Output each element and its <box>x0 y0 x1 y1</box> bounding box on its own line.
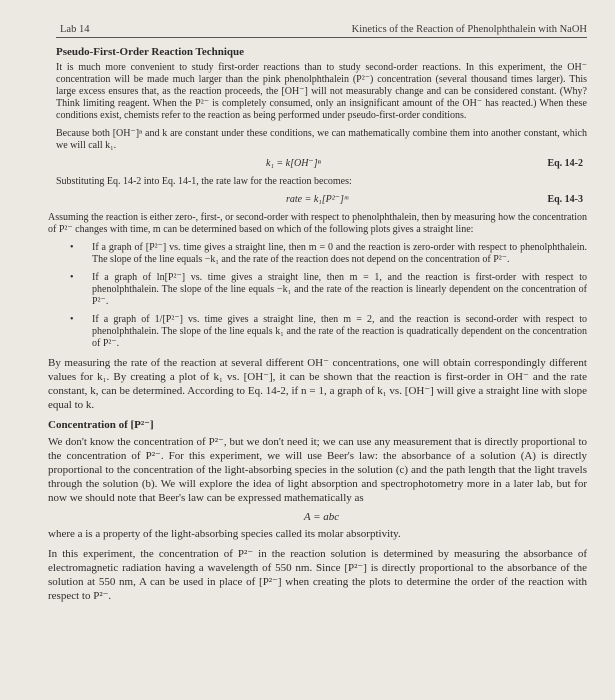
list-item-text: If a graph of ln[P²⁻] vs. time gives a straight line, then m = 1, and the reaction is first-order with respect to phenolphthalein. The slope of the line equals −k₁ and the rate of the reaction is linearly dependent on the concentration of P²⁻. <box>92 272 587 307</box>
paragraph: In this experiment, the concentration of P²⁻ in the reaction solution is determined by measuring the absorbance of electromagnetic radiation having a wavelength of 550 nm. Since [P²⁻] is directly proportional to the absorbance of the solution at 550 nm, A can be used in place of [P²⁻] when creating the plots to determine the order of the reaction with respect to P²⁻. <box>48 548 587 602</box>
equation-formula: rate = k₁[P²⁻]ᵐ <box>286 194 349 205</box>
bullet-icon: • <box>70 242 74 253</box>
equation-formula: k₁ = k[OH⁻]ⁿ <box>266 158 321 169</box>
equation-14-2 <box>56 158 587 172</box>
plot-criteria-list <box>56 242 587 350</box>
list-item-text: If a graph of [P²⁻] vs. time gives a straight line, then m = 0 and the reaction is zero-order with respect to phenolphthalein. The slope of the line equals −k₁ and the rate of the reaction does not depend on the concentration of P²⁻. <box>92 242 587 265</box>
paragraph: It is much more convenient to study first-order reactions than to study second-order reactions. In this experiment, the OH⁻ concentration will be made much larger than the pink phenolphthalein (P²⁻) concentration (several thousand times larger). This large excess ensures that, as the reaction proceeds, the [OH⁻] will not measurably change and can be considered constant. (Why? Think limiting reagent. When the P²⁻ is completely consumed, only an insignificant amount of the OH⁻ has reacted.) When these conditions exist, chemists refer to the reaction as being performed under pseudo-first-order conditions. <box>56 62 587 121</box>
lab-number: Lab 14 <box>60 24 90 35</box>
bullet-icon: • <box>70 314 74 325</box>
equation-label: Eq. 14-2 <box>547 158 583 169</box>
paragraph: We don't know the concentration of P²⁻, but we don't need it; we can use any measurement that is directly proportional to the concentration of P²⁻. For this experiment, we will use Beer's law: the absorbance of a solution (A) is directly proportional to the concentration of the light-absorbing species in the solution (c) and the path length that the light travels through the solution (b). We will explore the idea of light absorption and spectrophotometry more in a later lab, but for now we should note that Beer's law can be expressed mathematically as <box>48 436 587 504</box>
paragraph: Because both [OH⁻]ⁿ and k are constant under these conditions, we can mathematically combine them into another constant, which we will call k₁. <box>56 128 587 151</box>
equation-label: Eq. 14-3 <box>547 194 583 205</box>
equation-14-3 <box>56 194 587 208</box>
list-item <box>56 272 587 308</box>
section-title-concentration: Concentration of [P²⁻] <box>48 419 154 431</box>
list-item <box>56 242 587 266</box>
paragraph: Assuming the reaction is either zero-, first-, or second-order with respect to phenolphthalein, then by measuring how the concentration of P²⁻ changes with time, m can be determined based on which of the following plots gives a straight line: <box>48 212 587 235</box>
page-header <box>56 14 587 35</box>
header-rule <box>56 37 587 38</box>
list-item <box>56 314 587 350</box>
paragraph: By measuring the rate of the reaction at several different OH⁻ concentrations, one will obtain correspondingly different values for k₁. By creating a plot of k₁ vs. [OH⁻], it can be shown that the reaction is first-order in OH⁻ and the rate constant, k, can be determined. According to Eq. 14-2, if n = 1, a graph of k₁ vs. [OH⁻] will give a straight line with slope equal to k. <box>48 357 587 411</box>
paragraph: Substituting Eq. 14-2 into Eq. 14-1, the rate law for the reaction becomes: <box>56 176 352 187</box>
bullet-icon: • <box>70 272 74 283</box>
paragraph: where a is a property of the light-absorbing species called its molar absorptivity. <box>48 528 401 540</box>
list-item-text: If a graph of 1/[P²⁻] vs. time gives a straight line, then m = 2, and the reaction is second-order with respect to phenolphthalein. The slope of the line equals k₁ and the rate of the reaction is quadratically dependent on the concentration of P²⁻. <box>92 314 587 349</box>
section-title-pseudo-first-order: Pseudo-First-Order Reaction Technique <box>56 46 245 58</box>
running-title: Kinetics of the Reaction of Phenolphthalein with NaOH <box>351 24 587 35</box>
beers-law-equation: A = abc <box>303 511 340 523</box>
